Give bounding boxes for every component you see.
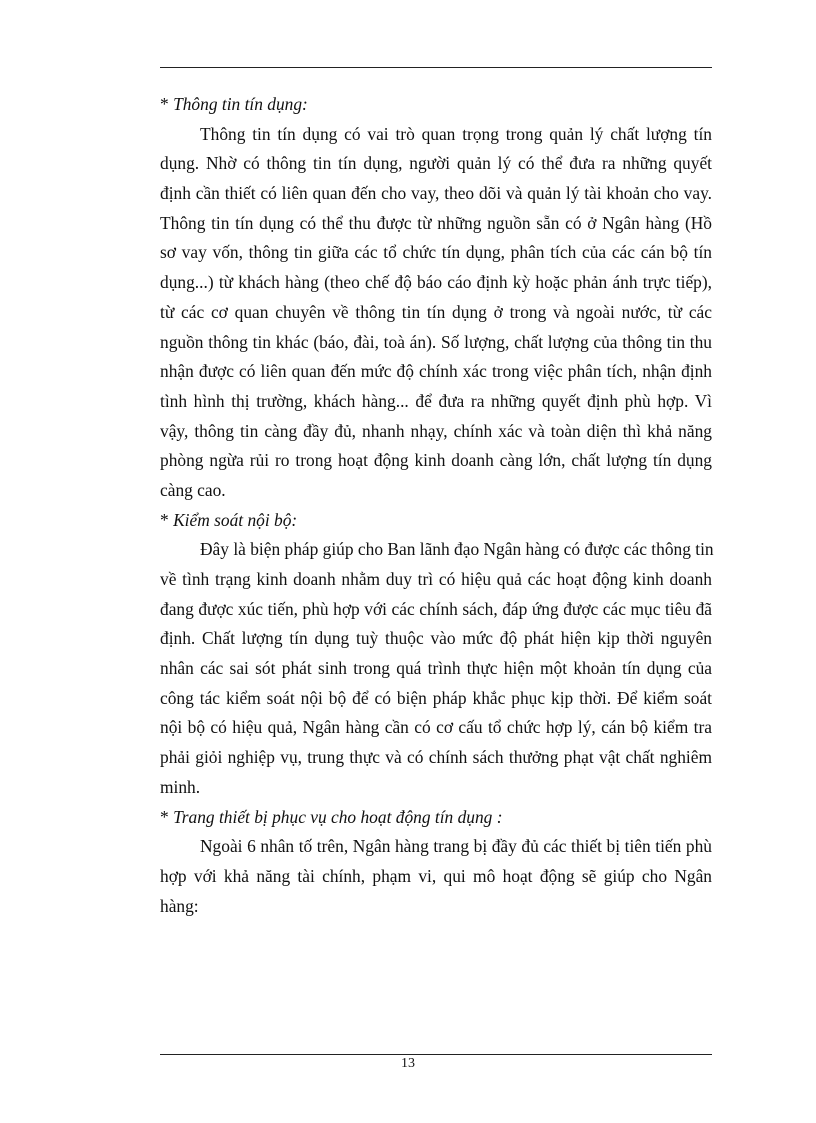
- paragraph-line: càng cao.: [160, 479, 226, 500]
- paragraph-line: phòng ngừa rủi ro trong hoạt động kinh doanh càng lớn, chất lượng tín dụng: [160, 450, 712, 471]
- paragraph-line: Đây là biện pháp giúp cho Ban lãnh đạo Ngân hàng có được các thông tin: [200, 539, 714, 560]
- paragraph-line: dụng...) từ khách hàng (theo chế độ báo cáo định kỳ hoặc phản ánh trực tiếp),: [160, 272, 712, 293]
- paragraph-line: nội bộ có hiệu quả, Ngân hàng cần có cơ cấu tổ chức hợp lý, cán bộ kiểm tra: [160, 717, 712, 738]
- paragraph-line: minh.: [160, 776, 201, 797]
- paragraph-line: vậy, thông tin càng đầy đủ, nhanh nhạy, chính xác và toàn diện thì khả năng: [160, 420, 712, 441]
- paragraph-line: phải giỏi nghiệp vụ, trung thực và có chính sách thưởng phạt vật chất nghiêm: [160, 747, 712, 768]
- paragraph-line: sơ vay vốn, thông tin giữa các tổ chức tín dụng, phân tích của các cán bộ tín: [160, 242, 712, 263]
- paragraph-line: công tác kiểm soát nội bộ để có biện pháp khắc phục kịp thời. Để kiểm soát: [160, 687, 712, 708]
- paragraph-line: Ngoài 6 nhân tố trên, Ngân hàng trang bị đầy đủ các thiết bị tiên tiến phù: [200, 836, 712, 857]
- page-body: [160, 90, 712, 921]
- paragraph-line: đang được xúc tiến, phù hợp với các chính sách, đáp ứng được các mục tiêu đã: [160, 598, 712, 619]
- paragraph-line: về tình trạng kinh doanh nhằm duy trì có hiệu quả các hoạt động kinh doanh: [160, 569, 712, 589]
- paragraph-line: định. Chất lượng tín dụng tuỳ thuộc vào mức độ phát hiện kịp thời nguyên: [160, 628, 712, 649]
- paragraph-line: hàng:: [160, 895, 199, 916]
- paragraph-line: nguồn thông tin khác (báo, đài, toà án). Số lượng, chất lượng của thông tin thu: [160, 331, 712, 352]
- section-heading-internal-control: * Kiểm soát nội bộ:: [160, 509, 298, 530]
- paragraph-line: từ các cơ quan chuyên về thông tin tín dụng ở trong và ngoài nước, từ các: [160, 301, 712, 322]
- paragraph-line: nhân các sai sót phát sinh trong quá trình thực hiện một khoản tín dụng của: [160, 658, 712, 679]
- paragraph-line: hợp với khả năng tài chính, phạm vi, qui mô hoạt động sẽ giúp cho Ngân: [160, 865, 712, 886]
- paragraph-line: dụng. Nhờ có thông tin tín dụng, người quản lý có thể đưa ra những quyết: [160, 153, 712, 174]
- page-number: 13: [401, 1056, 415, 1071]
- paragraph-line: nhận được có liên quan đến mức độ chính xác trong việc phân tích, nhận định: [160, 361, 712, 382]
- header-rule: [160, 67, 712, 68]
- paragraph-line: định cần thiết có liên quan đến cho vay, theo dõi và quản lý tài khoản cho vay.: [160, 183, 712, 204]
- paragraph-line: tình hình thị trường, khách hàng... để đưa ra những quyết định phù hợp. Vì: [160, 390, 712, 411]
- section-heading-equipment: * Trang thiết bị phục vụ cho hoạt động tín dụng :: [160, 806, 503, 827]
- paragraph-line: Thông tin tín dụng có vai trò quan trọng trong quản lý chất lượng tín: [200, 123, 712, 144]
- paragraph-line: Thông tin tín dụng có thể thu được từ những nguồn sẵn có ở Ngân hàng (Hồ: [160, 212, 712, 233]
- section-heading-credit-info: * Thông tin tín dụng:: [160, 94, 308, 114]
